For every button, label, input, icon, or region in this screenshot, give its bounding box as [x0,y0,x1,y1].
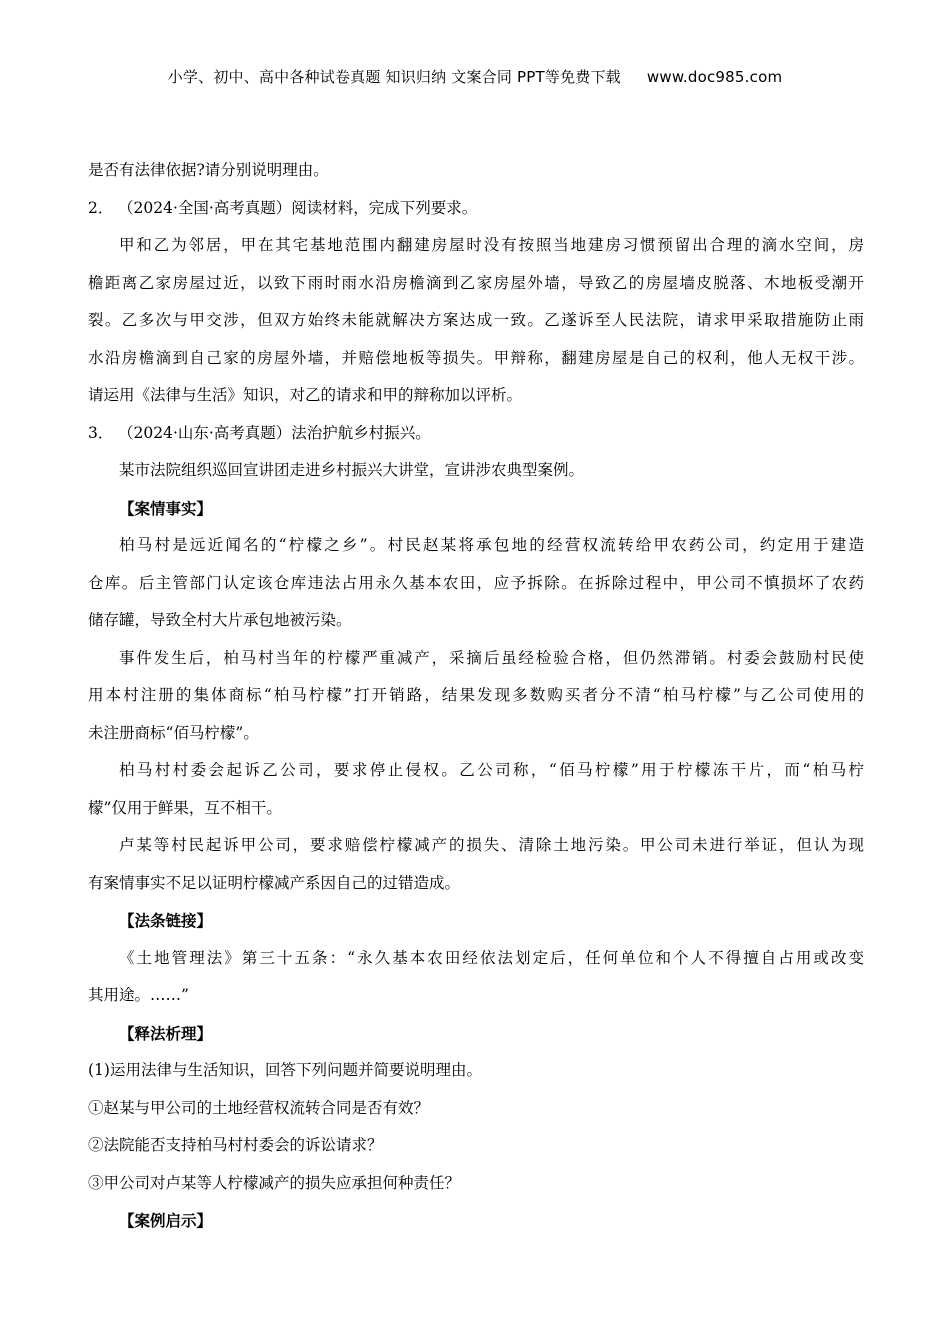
header-title: 小学、初中、高中各种试卷真题 知识归纳 文案合同 PPT等免费下载 [167,68,621,86]
question-2-number: 2． [88,198,114,217]
case-facts-line: 用本村注册的集体商标“柏马柠檬”打开销路，结果发现多数购买者分不清“柏马柠檬”与乙公司使用的 [88,686,864,704]
case-facts-line: 柏马村村委会起诉乙公司，要求停止侵权。乙公司称，“佰马柠檬”用于柠檬冻干片，而“柏马柠 [119,761,864,779]
sub-question-item: ①赵某与甲公司的土地经营权流转合同是否有效？ [88,1098,430,1117]
sub-question-item: ③甲公司对卢某等人柠檬减产的损失应承担何种责任？ [88,1173,461,1192]
question-2-material-line: 请运用《法律与生活》知识，对乙的请求和甲的辩称加以评析。 [88,386,523,404]
case-facts-line: 有案情事实不足以证明柠檬减产系因自己的过错造成。 [88,873,461,892]
sub-question-item: ②法院能否支持柏马村村委会的诉讼请求？ [88,1136,383,1154]
question-3-heading [88,415,864,453]
case-facts-line: 事件发生后，柏马村当年的柠檬严重减产，采摘后虽经检验合格，但仍然滞销。村委会鼓励村民使 [119,648,864,667]
case-facts-line: 卢某等村民起诉甲公司，要求赔偿柠檬减产的损失、清除土地污染。甲公司未进行举证，但认为现 [119,836,864,854]
document-body [88,152,864,1240]
law-article-line: 其用途。……” [88,986,189,1004]
case-insight-heading: 【案例启示】 [119,1211,213,1230]
page-header [0,66,950,87]
question-3-intro: 某市法院组织巡回宣讲团走进乡村振兴大讲堂，宣讲涉农典型案例。 [119,461,585,479]
case-facts-line: 未注册商标“佰马柠檬”。 [88,723,259,742]
question-2-material-line: 水沿房檐滴到自己家的房屋外墙，并赔偿地板等损失。甲辩称，翻建房屋是自己的权利，他人无权干涉。 [88,348,864,367]
case-facts-line: 檬”仅用于鲜果，互不相干。 [88,798,282,817]
sub-question-1: (1)运用法律与生活知识，回答下列问题并简要说明理由。 [88,1061,482,1079]
question-2-material-line: 檐距离乙家房屋过近，以致下雨时雨水沿房檐滴到乙家房屋外墙，导致乙的房屋墙皮脱落、木地板受潮开 [88,273,864,292]
case-facts-line: 储存罐，导致全村大片承包地被污染。 [88,611,352,629]
law-article-line: 《土地管理法》第三十五条：“永久基本农田经依法划定后，任何单位和个人不得擅自占用或改变 [119,948,864,967]
case-facts-line: 柏马村是远近闻名的“柠檬之乡”。村民赵某将承包地的经营权流转给甲农药公司，约定用于建造 [119,536,864,554]
question-2-material-line: 裂。乙多次与甲交涉，但双方始终未能就解决方案达成一致。乙遂诉至人民法院，请求甲采取措施防止雨 [88,311,864,329]
previous-question-tail: 是否有法律依据?请分别说明理由。 [88,161,329,179]
case-facts-heading: 【案情事实】 [119,498,213,518]
question-2-heading [88,190,864,228]
question-3-number: 3． [88,423,114,442]
header-site-link[interactable]: www.doc985.com [646,68,783,86]
question-3-source: （2024·山东·高考真题）法治护航乡村振兴。 [118,423,431,442]
question-2-source: （2024·全国·高考真题）阅读材料，完成下列要求。 [118,198,478,217]
question-2-material-line: 甲和乙为邻居，甲在其宅基地范围内翻建房屋时没有按照当地建房习惯预留出合理的滴水空间，房 [119,236,864,254]
case-facts-line: 仓库。后主管部门认定该仓库违法占用永久基本农田，应予拆除。在拆除过程中，甲公司不慎损坏了农药 [88,573,864,592]
analysis-heading: 【释法析理】 [119,1023,213,1043]
law-link-heading: 【法条链接】 [119,911,213,930]
